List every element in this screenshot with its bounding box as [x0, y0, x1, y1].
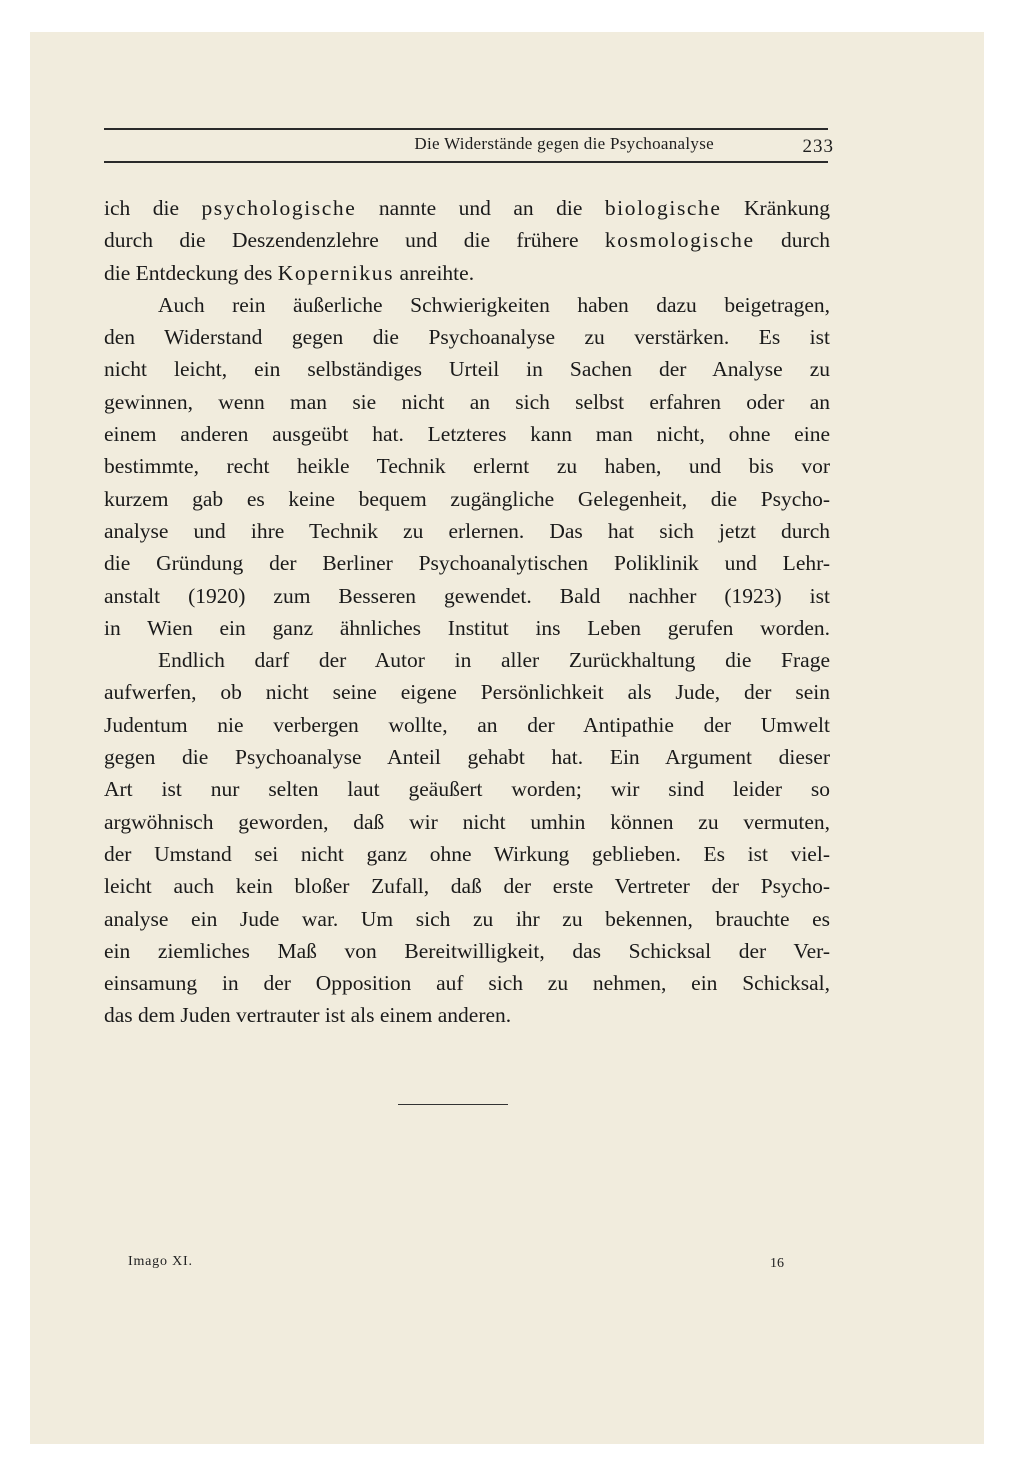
- header-rule-top: [104, 128, 828, 130]
- text-line: aufwerfen, ob nicht seine eigene Persönlichkeit als Jude, der sein: [104, 680, 830, 705]
- text-line: kurzem gab es keine bequem zugängliche Gelegenheit, die Psycho-: [104, 486, 830, 511]
- text-line: das dem Juden vertrauter ist als einem anderen.: [104, 1003, 512, 1028]
- footer-signature: Imago XI.: [128, 1254, 193, 1269]
- text-line: gewinnen, wenn man sie nicht an sich selbst erfahren oder an: [104, 389, 830, 414]
- text-line: leicht auch kein bloßer Zufall, daß der erste Vertreter der Psycho-: [104, 874, 830, 899]
- text-line: gegen die Psychoanalyse Anteil gehabt hat. Ein Argument dieser: [104, 745, 830, 770]
- text-line: ich die psychologische nannte und an die biologische Kränkung: [104, 196, 830, 220]
- text-line: anstalt (1920) zum Besseren gewendet. Bald nachher (1923) ist: [104, 583, 830, 608]
- text-line: einem anderen ausgeübt hat. Letzteres kann man nicht, ohne eine: [104, 422, 830, 447]
- paragraph-1: [104, 192, 830, 289]
- paragraph-3: [104, 644, 830, 1032]
- text-line: durch die Deszendenzlehre und die frühere kosmologische durch: [104, 228, 830, 253]
- text-line: Endlich darf der Autor in aller Zurückhaltung die Frage: [158, 648, 830, 673]
- text-line: in Wien ein ganz ähnliches Institut ins Leben gerufen worden.: [104, 615, 830, 640]
- header-rule-bottom: [104, 161, 828, 163]
- text-line: die Entdeckung des Kopernikus anreihte.: [104, 260, 475, 285]
- text-line: ein ziemliches Maß von Bereitwilligkeit, das Schicksal der Ver-: [104, 938, 830, 963]
- running-title: Die Widerstände gegen die Psychoanalyse: [414, 134, 714, 153]
- text-line: einsamung in der Opposition auf sich zu nehmen, ein Schicksal,: [104, 971, 830, 996]
- text-line: der Umstand sei nicht ganz ohne Wirkung geblieben. Es ist viel-: [104, 841, 830, 866]
- text-line: bestimmte, recht heikle Technik erlernt zu haben, und bis vor: [104, 454, 830, 479]
- text-line: die Gründung der Berliner Psychoanalytischen Poliklinik und Lehr-: [104, 551, 830, 576]
- text-line: analyse und ihre Technik zu erlernen. Das hat sich jetzt durch: [104, 518, 830, 543]
- footnote-rule: [398, 1104, 508, 1105]
- text-line: Auch rein äußerliche Schwierigkeiten haben dazu beigetragen,: [158, 292, 830, 317]
- text-line: nicht leicht, ein selbständiges Urteil in Sachen der Analyse zu: [104, 357, 830, 382]
- text-line: Art ist nur selten laut geäußert worden; wir sind leider so: [104, 777, 830, 802]
- text-line: analyse ein Jude war. Um sich zu ihr zu bekennen, brauchte es: [104, 906, 830, 931]
- text-line: den Widerstand gegen die Psychoanalyse zu verstärken. Es ist: [104, 325, 830, 350]
- text-line: Judentum nie verbergen wollte, an der Antipathie der Umwelt: [104, 712, 830, 737]
- body-text: [104, 192, 830, 1032]
- paragraph-2: [104, 289, 830, 644]
- footer-sheet-number: 16: [770, 1256, 784, 1271]
- page-number: 233: [802, 136, 834, 157]
- text-line: argwöhnisch geworden, daß wir nicht umhin können zu vermuten,: [104, 809, 830, 834]
